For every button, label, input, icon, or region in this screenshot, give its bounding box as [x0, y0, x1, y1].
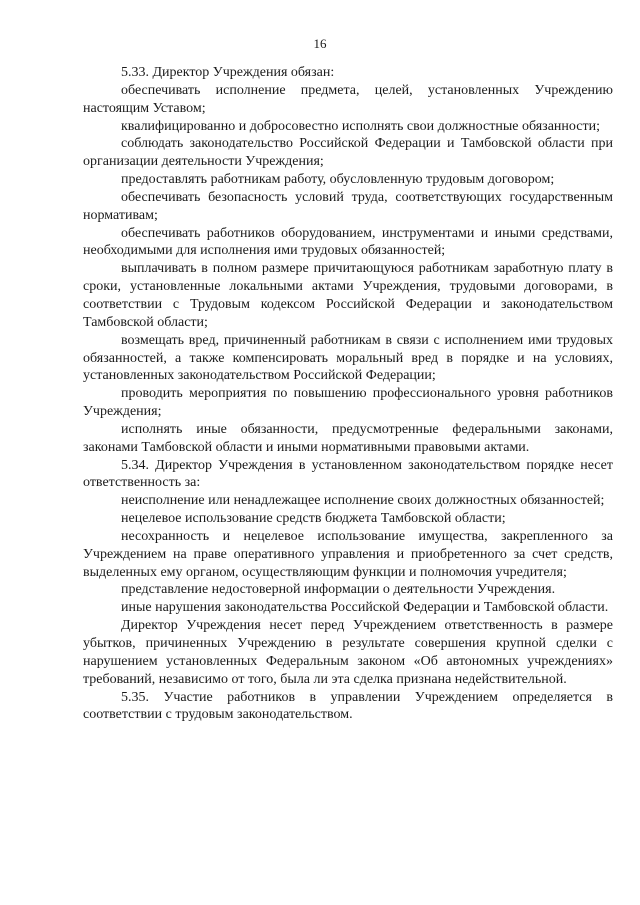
paragraph: выплачивать в полном размере причитающуюся работникам заработную плату в сроки, установленные локальными актами Учреждения, трудовыми договорами, в соответствии с Трудовым кодексом Российской Федерации и законодательством Тамбовской области; [83, 261, 613, 330]
paragraph-5-35: 5.35. Участие работников в управлении Учреждением определяется в соответствии с трудовым законодательством. [83, 689, 613, 723]
paragraph: предоставлять работникам работу, обусловленную трудовым договором; [121, 172, 555, 188]
paragraph: соблюдать законодательство Российской Федерации и Тамбовской области при организации деятельности Учреждения; [83, 136, 613, 170]
paragraph: Директор Учреждения несет перед Учреждением ответственность в размере убытков, причиненных Учреждению в результате совершения крупной сделки с нарушением установленных Федеральным законом «Об автономных учреждениях» требований, независимо от того, была ли эта сделка признана недействительной. [83, 618, 613, 687]
paragraph: возмещать вред, причиненный работникам в связи с исполнением ими трудовых обязанностей, а также компенсировать моральный вред в порядке и на условиях, установленных законодательством Российской Федерации; [83, 332, 613, 384]
paragraph: обеспечивать исполнение предмета, целей, установленных Учреждению настоящим Уставом; [83, 82, 613, 116]
page-number: 16 [313, 36, 327, 51]
document-body [83, 64, 613, 724]
paragraph: несохранность и нецелевое использование имущества, закрепленного за Учреждением на праве оперативного управления и приобретенного за счет средств, выделенных ему органом, осуществляющим функции и полномочия учредителя; [83, 528, 613, 580]
paragraph-5-33-heading: 5.33. Директор Учреждения обязан: [121, 65, 335, 80]
paragraph: нецелевое использование средств бюджета Тамбовской области; [121, 511, 506, 527]
paragraph: иные нарушения законодательства Российской Федерации и Тамбовской области. [121, 600, 609, 616]
paragraph: проводить мероприятия по повышению профессионального уровня работников Учреждения; [83, 386, 613, 420]
paragraph: неисполнение или ненадлежащее исполнение своих должностных обязанностей; [121, 493, 605, 509]
paragraph: обеспечивать безопасность условий труда, соответствующих государственным нормативам; [83, 189, 613, 223]
paragraph: представление недостоверной информации о деятельности Учреждения. [121, 582, 556, 598]
paragraph: исполнять иные обязанности, предусмотренные федеральными законами, законами Тамбовской области и иными нормативными правовыми актами. [83, 421, 613, 455]
paragraph-5-34-heading: 5.34. Директор Учреждения в установленном законодательством порядке несет ответственность за: [83, 457, 613, 491]
paragraph: обеспечивать работников оборудованием, инструментами и иными средствами, необходимыми для исполнения ими трудовых обязанностей; [83, 225, 613, 259]
paragraph: квалифицированно и добросовестно исполнять свои должностные обязанности; [121, 118, 600, 134]
